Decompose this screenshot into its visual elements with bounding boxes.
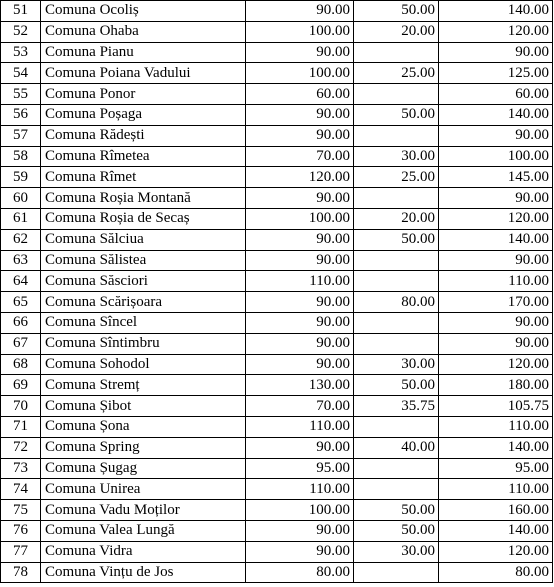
table-row	[1, 416, 553, 437]
value-b	[354, 416, 439, 437]
value-a: 90.00	[246, 520, 354, 541]
commune-name: Comuna Poiana Vadului	[41, 63, 246, 84]
table-row	[1, 333, 553, 354]
row-number: 77	[1, 541, 41, 562]
row-number: 73	[1, 458, 41, 479]
commune-name: Comuna Rîmet	[41, 167, 246, 188]
value-a: 90.00	[246, 125, 354, 146]
table-row	[1, 229, 553, 250]
value-a: 90.00	[246, 229, 354, 250]
value-a: 90.00	[246, 250, 354, 271]
value-b: 30.00	[354, 354, 439, 375]
value-total: 120.00	[439, 208, 553, 229]
value-total: 90.00	[439, 188, 553, 209]
value-b	[354, 562, 439, 583]
value-b	[354, 42, 439, 63]
value-total: 90.00	[439, 333, 553, 354]
table-row	[1, 458, 553, 479]
value-b	[354, 312, 439, 333]
value-total: 90.00	[439, 42, 553, 63]
value-b	[354, 458, 439, 479]
commune-name: Comuna Sălciua	[41, 229, 246, 250]
row-number: 68	[1, 354, 41, 375]
row-number: 52	[1, 21, 41, 42]
value-total: 180.00	[439, 375, 553, 396]
table-row	[1, 21, 553, 42]
value-total: 100.00	[439, 146, 553, 167]
row-number: 55	[1, 84, 41, 105]
value-b: 50.00	[354, 520, 439, 541]
table-row	[1, 250, 553, 271]
value-b	[354, 84, 439, 105]
value-total: 110.00	[439, 416, 553, 437]
value-a: 130.00	[246, 375, 354, 396]
table-row	[1, 63, 553, 84]
row-number: 59	[1, 167, 41, 188]
commune-name: Comuna Vințu de Jos	[41, 562, 246, 583]
table-row	[1, 375, 553, 396]
value-b	[354, 250, 439, 271]
table-row	[1, 500, 553, 521]
row-number: 61	[1, 208, 41, 229]
commune-name: Comuna Rădești	[41, 125, 246, 146]
value-b: 25.00	[354, 63, 439, 84]
value-total: 120.00	[439, 541, 553, 562]
commune-name: Comuna Ponor	[41, 84, 246, 105]
value-total: 140.00	[439, 229, 553, 250]
commune-name: Comuna Vadu Moților	[41, 500, 246, 521]
value-total: 160.00	[439, 500, 553, 521]
commune-name: Comuna Unirea	[41, 479, 246, 500]
table-row	[1, 84, 553, 105]
commune-name: Comuna Valea Lungă	[41, 520, 246, 541]
row-number: 51	[1, 1, 41, 22]
table-row	[1, 167, 553, 188]
value-total: 90.00	[439, 312, 553, 333]
value-total: 120.00	[439, 354, 553, 375]
table-row	[1, 541, 553, 562]
value-total: 110.00	[439, 271, 553, 292]
value-total: 95.00	[439, 458, 553, 479]
row-number: 54	[1, 63, 41, 84]
row-number: 62	[1, 229, 41, 250]
value-b: 50.00	[354, 104, 439, 125]
row-number: 69	[1, 375, 41, 396]
row-number: 67	[1, 333, 41, 354]
value-a: 100.00	[246, 63, 354, 84]
value-a: 70.00	[246, 396, 354, 417]
table-row	[1, 479, 553, 500]
value-b: 50.00	[354, 229, 439, 250]
value-total: 80.00	[439, 562, 553, 583]
table-row	[1, 354, 553, 375]
value-a: 120.00	[246, 167, 354, 188]
table-row	[1, 312, 553, 333]
table-row	[1, 104, 553, 125]
value-b: 50.00	[354, 375, 439, 396]
value-a: 90.00	[246, 437, 354, 458]
value-b: 25.00	[354, 167, 439, 188]
value-b: 35.75	[354, 396, 439, 417]
row-number: 72	[1, 437, 41, 458]
value-total: 145.00	[439, 167, 553, 188]
value-b: 30.00	[354, 146, 439, 167]
commune-name: Comuna Spring	[41, 437, 246, 458]
value-a: 90.00	[246, 188, 354, 209]
table-row	[1, 271, 553, 292]
value-b: 80.00	[354, 292, 439, 313]
commune-name: Comuna Șugag	[41, 458, 246, 479]
table-row	[1, 146, 553, 167]
table-row	[1, 396, 553, 417]
value-a: 90.00	[246, 312, 354, 333]
commune-name: Comuna Sîntimbru	[41, 333, 246, 354]
row-number: 70	[1, 396, 41, 417]
commune-name: Comuna Roșia de Secaș	[41, 208, 246, 229]
commune-name: Comuna Rîmetea	[41, 146, 246, 167]
value-total: 90.00	[439, 250, 553, 271]
value-b	[354, 125, 439, 146]
value-a: 90.00	[246, 104, 354, 125]
value-a: 100.00	[246, 500, 354, 521]
value-a: 90.00	[246, 354, 354, 375]
commune-name: Comuna Sohodol	[41, 354, 246, 375]
value-a: 110.00	[246, 479, 354, 500]
value-total: 140.00	[439, 1, 553, 22]
value-total: 90.00	[439, 125, 553, 146]
commune-name: Comuna Poșaga	[41, 104, 246, 125]
value-b	[354, 479, 439, 500]
value-a: 90.00	[246, 541, 354, 562]
table-row	[1, 562, 553, 583]
value-total: 140.00	[439, 104, 553, 125]
commune-name: Comuna Vidra	[41, 541, 246, 562]
row-number: 66	[1, 312, 41, 333]
value-b	[354, 333, 439, 354]
table-row	[1, 292, 553, 313]
value-b: 50.00	[354, 500, 439, 521]
commune-name: Comuna Ocoliș	[41, 1, 246, 22]
value-a: 90.00	[246, 292, 354, 313]
value-b: 20.00	[354, 21, 439, 42]
value-a: 90.00	[246, 1, 354, 22]
value-a: 95.00	[246, 458, 354, 479]
row-number: 74	[1, 479, 41, 500]
value-b: 40.00	[354, 437, 439, 458]
row-number: 58	[1, 146, 41, 167]
value-total: 140.00	[439, 520, 553, 541]
row-number: 76	[1, 520, 41, 541]
commune-name: Comuna Roșia Montană	[41, 188, 246, 209]
value-a: 90.00	[246, 42, 354, 63]
table-row	[1, 437, 553, 458]
value-a: 110.00	[246, 271, 354, 292]
commune-name: Comuna Săsciori	[41, 271, 246, 292]
value-total: 125.00	[439, 63, 553, 84]
row-number: 65	[1, 292, 41, 313]
row-number: 56	[1, 104, 41, 125]
row-number: 75	[1, 500, 41, 521]
row-number: 60	[1, 188, 41, 209]
row-number: 78	[1, 562, 41, 583]
table-row	[1, 1, 553, 22]
table-body	[1, 1, 553, 583]
row-number: 53	[1, 42, 41, 63]
table-row	[1, 520, 553, 541]
row-number: 64	[1, 271, 41, 292]
value-total: 60.00	[439, 84, 553, 105]
commune-name: Comuna Sălistea	[41, 250, 246, 271]
value-b: 20.00	[354, 208, 439, 229]
commune-name: Comuna Scărișoara	[41, 292, 246, 313]
commune-name: Comuna Pianu	[41, 42, 246, 63]
value-a: 80.00	[246, 562, 354, 583]
row-number: 57	[1, 125, 41, 146]
commune-name: Comuna Șibot	[41, 396, 246, 417]
value-a: 90.00	[246, 333, 354, 354]
row-number: 71	[1, 416, 41, 437]
table-row	[1, 188, 553, 209]
value-total: 110.00	[439, 479, 553, 500]
value-total: 120.00	[439, 21, 553, 42]
table-row	[1, 125, 553, 146]
commune-name: Comuna Sîncel	[41, 312, 246, 333]
value-a: 100.00	[246, 21, 354, 42]
value-a: 70.00	[246, 146, 354, 167]
table-row	[1, 42, 553, 63]
value-total: 140.00	[439, 437, 553, 458]
value-b	[354, 271, 439, 292]
value-total: 170.00	[439, 292, 553, 313]
value-a: 60.00	[246, 84, 354, 105]
value-b: 50.00	[354, 1, 439, 22]
value-a: 100.00	[246, 208, 354, 229]
value-b: 30.00	[354, 541, 439, 562]
commune-name: Comuna Șona	[41, 416, 246, 437]
value-b	[354, 188, 439, 209]
value-a: 110.00	[246, 416, 354, 437]
commune-name: Comuna Ohaba	[41, 21, 246, 42]
commune-name: Comuna Stremț	[41, 375, 246, 396]
value-total: 105.75	[439, 396, 553, 417]
row-number: 63	[1, 250, 41, 271]
table-row	[1, 208, 553, 229]
